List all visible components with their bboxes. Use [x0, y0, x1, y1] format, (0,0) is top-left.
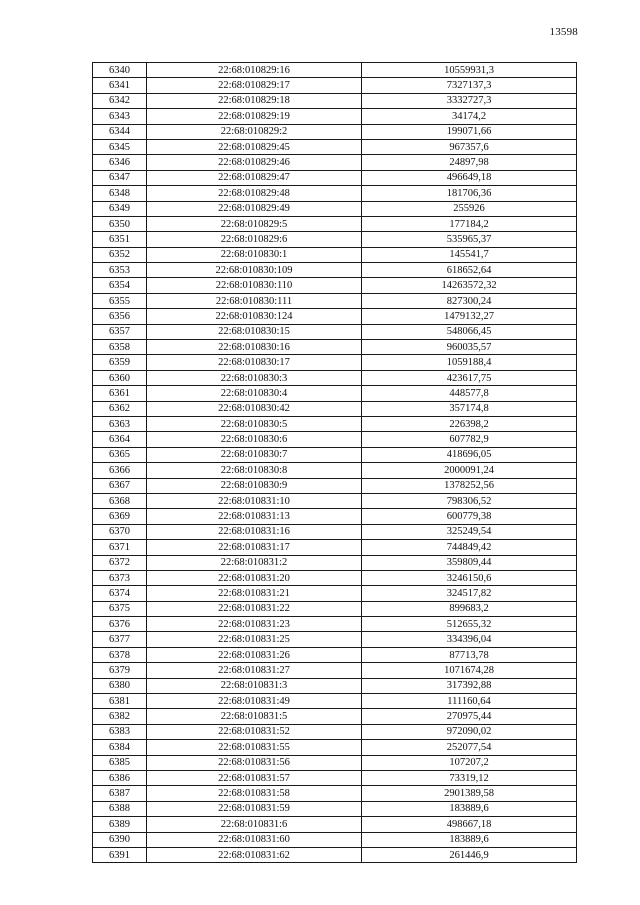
cadastral-number-cell: 22:68:010831:3 — [147, 678, 362, 693]
cadastral-number-cell: 22:68:010831:57 — [147, 770, 362, 785]
row-number-cell: 6356 — [93, 309, 147, 324]
cadastral-number-cell: 22:68:010829:19 — [147, 109, 362, 124]
cadastral-number-cell: 22:68:010831:21 — [147, 586, 362, 601]
row-number-cell: 6384 — [93, 740, 147, 755]
row-number-cell: 6368 — [93, 493, 147, 508]
table-row — [93, 801, 577, 816]
cadastral-value-cell: 798306,52 — [362, 493, 577, 508]
cadastral-number-cell: 22:68:010830:111 — [147, 293, 362, 308]
cadastral-value-cell: 34174,2 — [362, 109, 577, 124]
row-number-cell: 6369 — [93, 509, 147, 524]
cadastral-number-cell: 22:68:010831:17 — [147, 540, 362, 555]
cadastral-number-cell: 22:68:010831:6 — [147, 817, 362, 832]
row-number-cell: 6378 — [93, 647, 147, 662]
cadastral-number-cell: 22:68:010831:2 — [147, 555, 362, 570]
cadastral-number-cell: 22:68:010831:5 — [147, 709, 362, 724]
cadastral-number-cell: 22:68:010829:18 — [147, 93, 362, 108]
cadastral-number-cell: 22:68:010830:15 — [147, 324, 362, 339]
cadastral-value-cell: 270975,44 — [362, 709, 577, 724]
row-number-cell: 6347 — [93, 170, 147, 185]
row-number-cell: 6385 — [93, 755, 147, 770]
cadastral-value-cell: 87713,78 — [362, 647, 577, 662]
cadastral-number-cell: 22:68:010831:49 — [147, 694, 362, 709]
table-row — [93, 524, 577, 539]
row-number-cell: 6341 — [93, 78, 147, 93]
cadastral-value-cell: 960035,57 — [362, 340, 577, 355]
table-row — [93, 263, 577, 278]
cadastral-number-cell: 22:68:010831:20 — [147, 570, 362, 585]
table-row — [93, 493, 577, 508]
cadastral-value-cell: 111160,64 — [362, 694, 577, 709]
cadastral-number-cell: 22:68:010830:124 — [147, 309, 362, 324]
table-row — [93, 78, 577, 93]
table-row — [93, 170, 577, 185]
cadastral-value-cell: 1059188,4 — [362, 355, 577, 370]
cadastral-value-cell: 183889,6 — [362, 832, 577, 847]
table-row — [93, 124, 577, 139]
table-row — [93, 570, 577, 585]
table-row — [93, 416, 577, 431]
cadastral-value-cell: 261446,9 — [362, 847, 577, 862]
row-number-cell: 6390 — [93, 832, 147, 847]
cadastral-value-cell: 1479132,27 — [362, 309, 577, 324]
table-row — [93, 355, 577, 370]
table-row — [93, 247, 577, 262]
table-row — [93, 401, 577, 416]
table-row — [93, 755, 577, 770]
row-number-cell: 6351 — [93, 232, 147, 247]
cadastral-number-cell: 22:68:010830:3 — [147, 370, 362, 385]
cadastral-value-cell: 972090,02 — [362, 724, 577, 739]
cadastral-number-cell: 22:68:010829:2 — [147, 124, 362, 139]
table-row — [93, 309, 577, 324]
cadastral-value-cell: 255926 — [362, 201, 577, 216]
row-number-cell: 6357 — [93, 324, 147, 339]
row-number-cell: 6346 — [93, 155, 147, 170]
table-row — [93, 93, 577, 108]
cadastral-value-cell: 324517,82 — [362, 586, 577, 601]
row-number-cell: 6374 — [93, 586, 147, 601]
cadastral-value-cell: 325249,54 — [362, 524, 577, 539]
cadastral-value-cell: 618652,64 — [362, 263, 577, 278]
row-number-cell: 6362 — [93, 401, 147, 416]
cadastral-value-cell: 496649,18 — [362, 170, 577, 185]
row-number-cell: 6371 — [93, 540, 147, 555]
row-number-cell: 6367 — [93, 478, 147, 493]
cadastral-value-cell: 183889,6 — [362, 801, 577, 816]
cadastral-number-cell: 22:68:010830:16 — [147, 340, 362, 355]
table-row — [93, 232, 577, 247]
row-number-cell: 6364 — [93, 432, 147, 447]
row-number-cell: 6370 — [93, 524, 147, 539]
cadastral-value-cell: 498667,18 — [362, 817, 577, 832]
table-row — [93, 770, 577, 785]
row-number-cell: 6381 — [93, 694, 147, 709]
table-row — [93, 63, 577, 78]
row-number-cell: 6358 — [93, 340, 147, 355]
row-number-cell: 6363 — [93, 416, 147, 431]
cadastral-number-cell: 22:68:010830:17 — [147, 355, 362, 370]
table-row — [93, 647, 577, 662]
cadastral-value-cell: 10559931,3 — [362, 63, 577, 78]
cadastral-number-cell: 22:68:010831:59 — [147, 801, 362, 816]
row-number-cell: 6372 — [93, 555, 147, 570]
row-number-cell: 6360 — [93, 370, 147, 385]
cadastral-number-cell: 22:68:010830:9 — [147, 478, 362, 493]
row-number-cell: 6389 — [93, 817, 147, 832]
cadastral-value-cell: 7327137,3 — [362, 78, 577, 93]
table-row — [93, 109, 577, 124]
cadastral-number-cell: 22:68:010829:5 — [147, 216, 362, 231]
table-row — [93, 817, 577, 832]
cadastral-value-cell: 2901389,58 — [362, 786, 577, 801]
table-row — [93, 478, 577, 493]
row-number-cell: 6383 — [93, 724, 147, 739]
cadastral-value-cell: 226398,2 — [362, 416, 577, 431]
table-row — [93, 370, 577, 385]
cadastral-number-cell: 22:68:010829:17 — [147, 78, 362, 93]
cadastral-number-cell: 22:68:010831:13 — [147, 509, 362, 524]
row-number-cell: 6340 — [93, 63, 147, 78]
table-row — [93, 678, 577, 693]
table-row — [93, 832, 577, 847]
cadastral-value-cell: 548066,45 — [362, 324, 577, 339]
table-body — [93, 63, 577, 863]
table-row — [93, 786, 577, 801]
row-number-cell: 6345 — [93, 139, 147, 154]
cadastral-value-cell: 252077,54 — [362, 740, 577, 755]
cadastral-value-cell: 334396,04 — [362, 632, 577, 647]
table-row — [93, 155, 577, 170]
row-number-cell: 6376 — [93, 617, 147, 632]
row-number-cell: 6354 — [93, 278, 147, 293]
cadastral-number-cell: 22:68:010829:48 — [147, 186, 362, 201]
cadastral-number-cell: 22:68:010830:1 — [147, 247, 362, 262]
row-number-cell: 6353 — [93, 263, 147, 278]
table-row — [93, 601, 577, 616]
cadastral-value-cell: 423617,75 — [362, 370, 577, 385]
row-number-cell: 6375 — [93, 601, 147, 616]
cadastral-number-cell: 22:68:010829:45 — [147, 139, 362, 154]
cadastral-value-cell: 600779,38 — [362, 509, 577, 524]
cadastral-number-cell: 22:68:010831:22 — [147, 601, 362, 616]
cadastral-value-cell: 317392,88 — [362, 678, 577, 693]
cadastral-value-cell: 967357,6 — [362, 139, 577, 154]
cadastral-number-cell: 22:68:010829:49 — [147, 201, 362, 216]
cadastral-value-cell: 535965,37 — [362, 232, 577, 247]
cadastral-value-cell: 107207,2 — [362, 755, 577, 770]
table-row — [93, 586, 577, 601]
cadastral-number-cell: 22:68:010831:56 — [147, 755, 362, 770]
cadastral-value-cell: 145541,7 — [362, 247, 577, 262]
cadastral-number-cell: 22:68:010829:46 — [147, 155, 362, 170]
cadastral-number-cell: 22:68:010829:16 — [147, 63, 362, 78]
cadastral-value-cell: 3332727,3 — [362, 93, 577, 108]
cadastral-value-cell: 3246150,6 — [362, 570, 577, 585]
table-row — [93, 555, 577, 570]
cadastral-number-cell: 22:68:010830:6 — [147, 432, 362, 447]
cadastral-number-cell: 22:68:010831:23 — [147, 617, 362, 632]
table-row — [93, 509, 577, 524]
cadastral-number-cell: 22:68:010831:62 — [147, 847, 362, 862]
cadastral-value-cell: 744849,42 — [362, 540, 577, 555]
row-number-cell: 6373 — [93, 570, 147, 585]
cadastral-number-cell: 22:68:010831:16 — [147, 524, 362, 539]
row-number-cell: 6380 — [93, 678, 147, 693]
row-number-cell: 6343 — [93, 109, 147, 124]
table-row — [93, 216, 577, 231]
cadastral-value-cell: 359809,44 — [362, 555, 577, 570]
row-number-cell: 6349 — [93, 201, 147, 216]
table-row — [93, 139, 577, 154]
table-row — [93, 632, 577, 647]
page-number: 13598 — [549, 26, 578, 38]
cadastral-value-cell: 357174,8 — [362, 401, 577, 416]
cadastral-number-cell: 22:68:010831:60 — [147, 832, 362, 847]
table-row — [93, 709, 577, 724]
row-number-cell: 6379 — [93, 663, 147, 678]
table-row — [93, 186, 577, 201]
cadastral-number-cell: 22:68:010830:8 — [147, 463, 362, 478]
cadastral-number-cell: 22:68:010831:27 — [147, 663, 362, 678]
row-number-cell: 6355 — [93, 293, 147, 308]
cadastral-value-cell: 827300,24 — [362, 293, 577, 308]
row-number-cell: 6350 — [93, 216, 147, 231]
cadastral-number-cell: 22:68:010831:52 — [147, 724, 362, 739]
row-number-cell: 6387 — [93, 786, 147, 801]
table-row — [93, 724, 577, 739]
cadastral-value-cell: 607782,9 — [362, 432, 577, 447]
table-row — [93, 694, 577, 709]
table-row — [93, 201, 577, 216]
row-number-cell: 6388 — [93, 801, 147, 816]
cadastral-number-cell: 22:68:010831:25 — [147, 632, 362, 647]
row-number-cell: 6342 — [93, 93, 147, 108]
cadastral-number-cell: 22:68:010830:5 — [147, 416, 362, 431]
cadastral-number-cell: 22:68:010830:109 — [147, 263, 362, 278]
table-row — [93, 540, 577, 555]
row-number-cell: 6352 — [93, 247, 147, 262]
cadastral-value-cell: 199071,66 — [362, 124, 577, 139]
cadastral-number-cell: 22:68:010831:26 — [147, 647, 362, 662]
cadastral-value-cell: 73319,12 — [362, 770, 577, 785]
cadastral-number-cell: 22:68:010831:10 — [147, 493, 362, 508]
cadastral-value-cell: 1071674,28 — [362, 663, 577, 678]
table-row — [93, 293, 577, 308]
table-row — [93, 340, 577, 355]
table-row — [93, 447, 577, 462]
cadastral-number-cell: 22:68:010830:7 — [147, 447, 362, 462]
cadastral-number-cell: 22:68:010830:4 — [147, 386, 362, 401]
table-row — [93, 432, 577, 447]
cadastral-value-cell: 181706,36 — [362, 186, 577, 201]
cadastral-value-cell: 177184,2 — [362, 216, 577, 231]
row-number-cell: 6366 — [93, 463, 147, 478]
cadastral-value-cell: 2000091,24 — [362, 463, 577, 478]
row-number-cell: 6386 — [93, 770, 147, 785]
row-number-cell: 6377 — [93, 632, 147, 647]
cadastral-value-cell: 512655,32 — [362, 617, 577, 632]
cadastral-number-cell: 22:68:010830:42 — [147, 401, 362, 416]
row-number-cell: 6391 — [93, 847, 147, 862]
table-row — [93, 740, 577, 755]
cadastral-number-cell: 22:68:010831:55 — [147, 740, 362, 755]
cadastral-number-cell: 22:68:010830:110 — [147, 278, 362, 293]
row-number-cell: 6344 — [93, 124, 147, 139]
table-row — [93, 617, 577, 632]
row-number-cell: 6365 — [93, 447, 147, 462]
table-row — [93, 324, 577, 339]
row-number-cell: 6361 — [93, 386, 147, 401]
table-row — [93, 463, 577, 478]
cadastral-value-cell: 24897,98 — [362, 155, 577, 170]
table-row — [93, 278, 577, 293]
cadastral-value-cell: 418696,05 — [362, 447, 577, 462]
cadastral-value-cell: 899683,2 — [362, 601, 577, 616]
cadastral-number-cell: 22:68:010829:47 — [147, 170, 362, 185]
cadastral-number-cell: 22:68:010831:58 — [147, 786, 362, 801]
row-number-cell: 6359 — [93, 355, 147, 370]
table-row — [93, 663, 577, 678]
row-number-cell: 6348 — [93, 186, 147, 201]
table-row — [93, 386, 577, 401]
row-number-cell: 6382 — [93, 709, 147, 724]
table-row — [93, 847, 577, 862]
cadastral-value-cell: 14263572,32 — [362, 278, 577, 293]
cadastral-value-cell: 1378252,56 — [362, 478, 577, 493]
cadastral-value-table — [92, 62, 577, 863]
cadastral-value-cell: 448577,8 — [362, 386, 577, 401]
cadastral-number-cell: 22:68:010829:6 — [147, 232, 362, 247]
